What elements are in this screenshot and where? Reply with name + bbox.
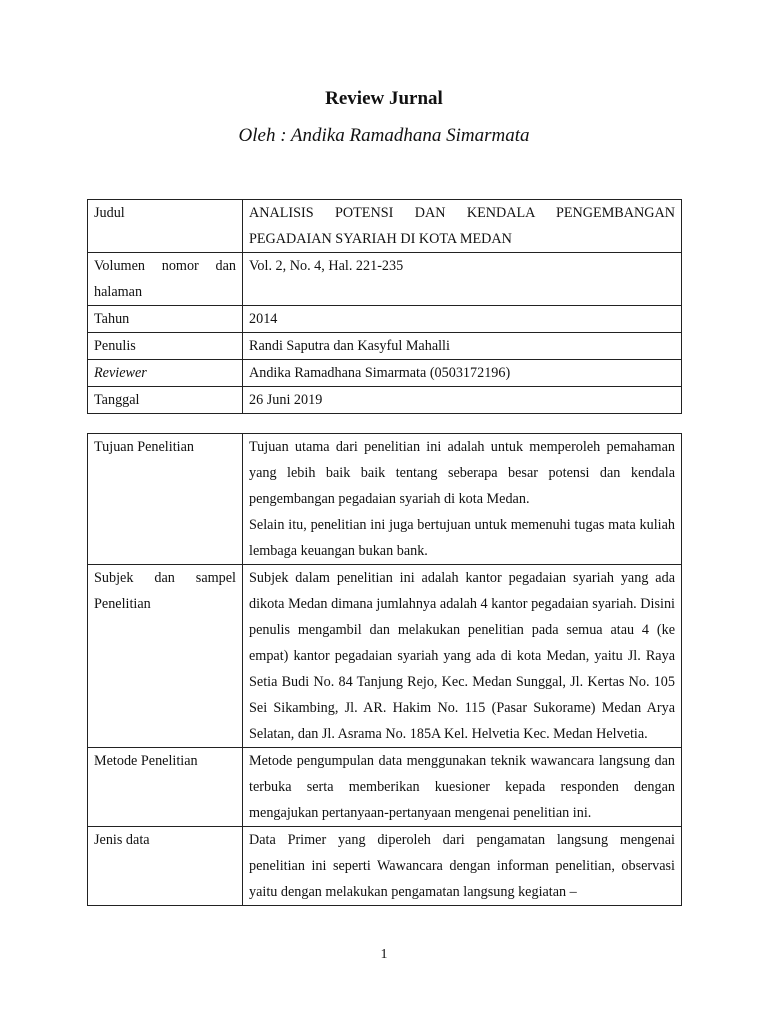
content-value-jenis-data bbox=[243, 827, 682, 906]
meta-value-volume: Vol. 2, No. 4, Hal. 221-235 bbox=[243, 253, 682, 306]
meta-label-volume: Volumen nomor dan halaman bbox=[88, 253, 243, 306]
meta-label-reviewer: Reviewer bbox=[88, 360, 243, 387]
table-row bbox=[88, 333, 682, 360]
meta-value-reviewer: Andika Ramadhana Simarmata (0503172196) bbox=[243, 360, 682, 387]
meta-label-tanggal: Tanggal bbox=[88, 387, 243, 414]
paragraph: Selain itu, penelitian ini juga bertujuan untuk memenuhi tugas mata kuliah lembaga keuangan bukan bank. bbox=[249, 517, 675, 559]
table-row bbox=[88, 387, 682, 414]
paragraph: Metode pengumpulan data menggunakan teknik wawancara langsung dan terbuka serta memberikan kuesioner kepada responden dengan mengajukan pertanyaan-pertanyaan mengenai penelitian ini. bbox=[249, 753, 675, 821]
content-value-tujuan bbox=[243, 434, 682, 565]
meta-label-penulis: Penulis bbox=[88, 333, 243, 360]
meta-value-tahun: 2014 bbox=[243, 306, 682, 333]
content-label-jenis-data: Jenis data bbox=[88, 827, 243, 906]
paragraph: Tujuan utama dari penelitian ini adalah untuk memperoleh pemahaman yang lebih baik baik tentang seberapa besar potensi dan kendala pengembangan pegadaian syariah di kota Medan. bbox=[249, 439, 675, 507]
table-row bbox=[88, 360, 682, 387]
document-title: Review Jurnal bbox=[325, 88, 443, 109]
meta-value-judul: ANALISIS POTENSI DAN KENDALA PENGEMBANGAN PEGADAIAN SYARIAH DI KOTA MEDAN bbox=[243, 200, 682, 253]
table-row bbox=[88, 748, 682, 827]
table-row bbox=[88, 306, 682, 333]
content-value-subjek bbox=[243, 565, 682, 748]
content-label-tujuan: Tujuan Penelitian bbox=[88, 434, 243, 565]
table-row bbox=[88, 434, 682, 565]
meta-label-tahun: Tahun bbox=[88, 306, 243, 333]
meta-label-judul: Judul bbox=[88, 200, 243, 253]
paragraph: Data Primer yang diperoleh dari pengamatan langsung mengenai penelitian ini seperti Wawancara dengan informan penelitian, observasi yaitu dengan melakukan pengamatan langsung kegiatan – bbox=[249, 832, 675, 900]
content-value-metode bbox=[243, 748, 682, 827]
meta-value-tanggal: 26 Juni 2019 bbox=[243, 387, 682, 414]
table-row bbox=[88, 200, 682, 253]
review-content-table bbox=[87, 433, 682, 906]
page-number: 1 bbox=[380, 947, 388, 962]
content-label-subjek: Subjek dan sampel Penelitian bbox=[88, 565, 243, 748]
content-label-metode: Metode Penelitian bbox=[88, 748, 243, 827]
meta-value-penulis: Randi Saputra dan Kasyful Mahalli bbox=[243, 333, 682, 360]
paragraph: Subjek dalam penelitian ini adalah kantor pegadaian syariah yang ada dikota Medan dimana jumlahnya adalah 4 kantor pegadaian syariah. Disini penulis mengambil dan melakukan penelitian pada semua atau 4 (ke empat) kantor pegadaian syariah yang ada di kota Medan, yaitu Jl. Raya Setia Budi No. 84 Tanjung Rejo, Kec. Medan Sunggal, Jl. Kertas No. 105 Sei Sikambing, Jl. AR. Hakim No. 115 (Pasar Sukorame) Medan Arya Selatan, dan Jl. Asrama No. 185A Kel. Helvetia Kec. Medan Helvetia. bbox=[249, 570, 675, 742]
table-row bbox=[88, 565, 682, 748]
journal-meta-table bbox=[87, 199, 682, 414]
table-row bbox=[88, 253, 682, 306]
table-row bbox=[88, 827, 682, 906]
document-author-line: Oleh : Andika Ramadhana Simarmata bbox=[238, 125, 530, 146]
